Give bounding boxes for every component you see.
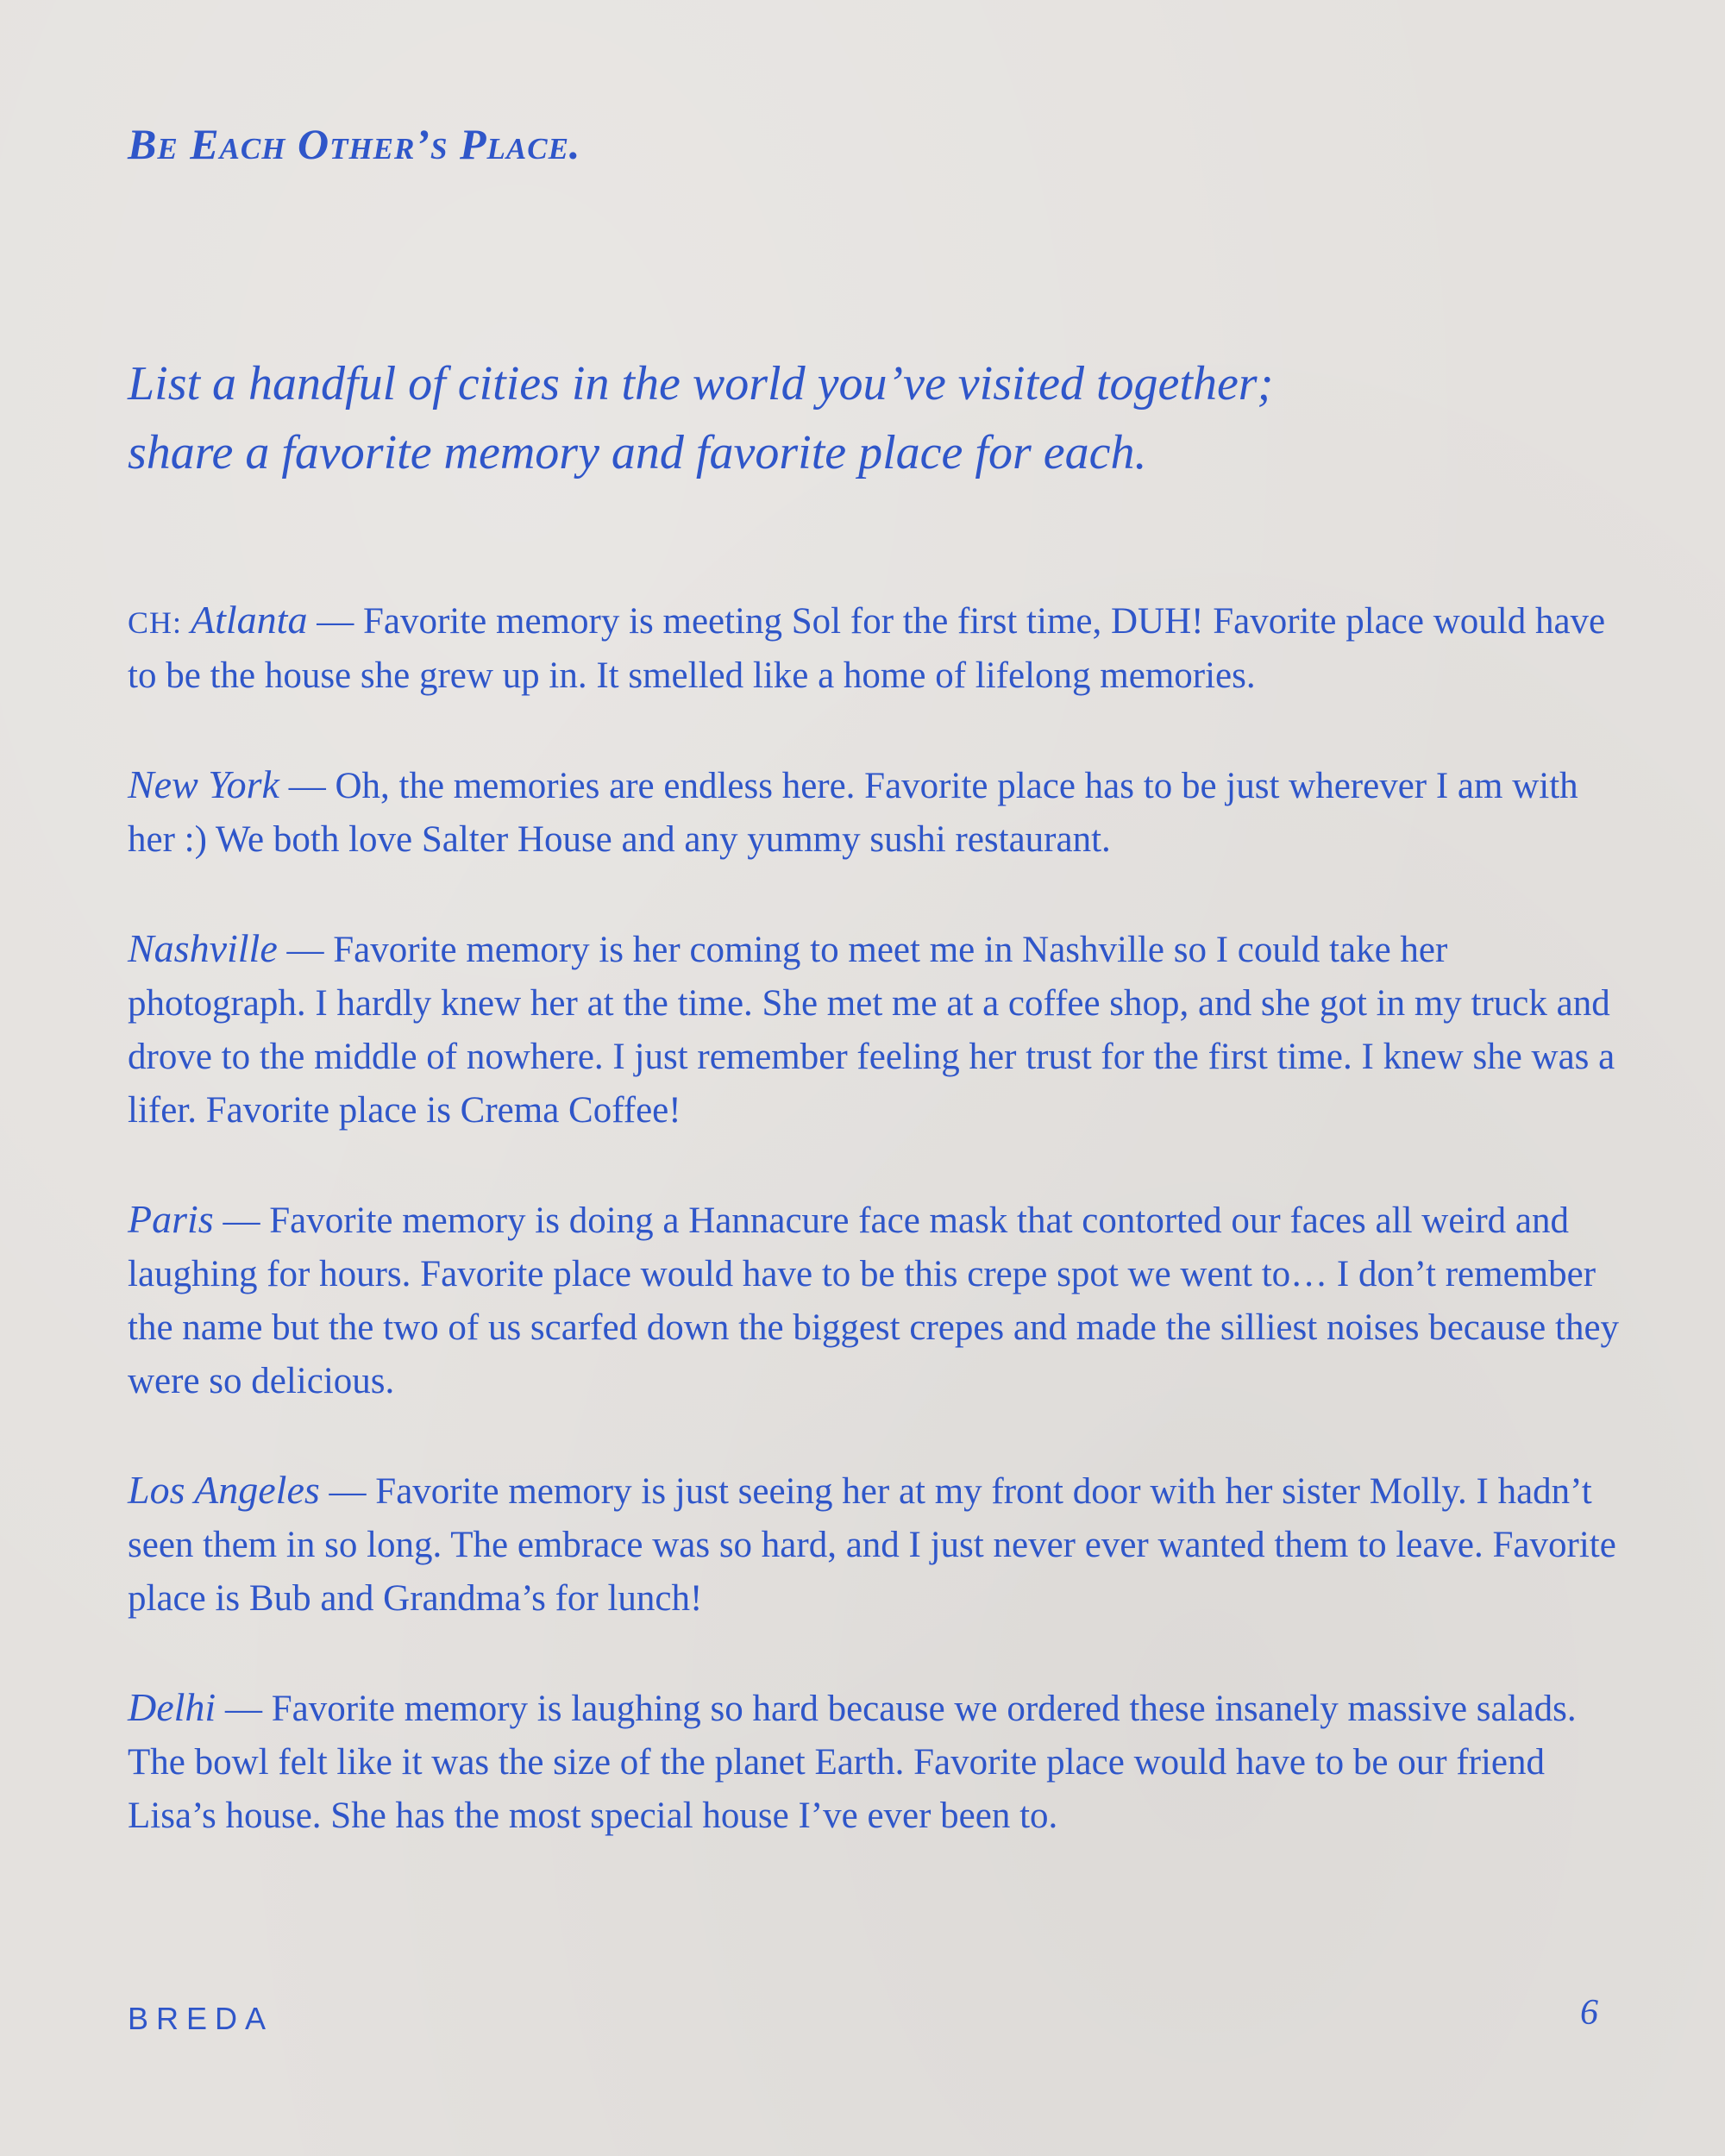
city-name: Atlanta bbox=[191, 598, 308, 642]
page-title: Be Each Other’s Place. bbox=[128, 120, 581, 168]
city-name: Nashville bbox=[128, 926, 278, 970]
prompt bbox=[128, 349, 1637, 487]
city-name: Los Angeles bbox=[128, 1468, 320, 1512]
prompt-line-2: share a favorite memory and favorite place for each. bbox=[128, 426, 1147, 479]
entry-atlanta bbox=[128, 593, 1628, 703]
city-name: Delhi bbox=[128, 1685, 216, 1729]
entry-text: — Favorite memory is just seeing her at my front door with her sister Molly. I hadn’t seen them in so long. The embrace was so hard, and I just never ever wanted them to leave. Favorite place is Bub and Grandma’s for lunch! bbox=[128, 1471, 1616, 1619]
entries-list bbox=[128, 593, 1628, 1898]
entry-delhi bbox=[128, 1681, 1628, 1843]
city-name: New York bbox=[128, 762, 279, 806]
entry-text: — Favorite memory is her coming to meet me in Nashville so I could take her photograph. I hardly knew her at the time. She met me at a coffee shop, and she got in my truck and drove to the middle of nowhere. I just remember feeling her trust for the first time. I knew she was a lifer. Favorite place is Crema Coffee! bbox=[128, 930, 1615, 1131]
entry-text: — Oh, the memories are endless here. Favorite place has to be just wherever I am with her :) We both love Salter House and any yummy sushi restaurant. bbox=[128, 766, 1578, 860]
entry-label: CH: bbox=[128, 605, 183, 640]
entry-text: — Favorite memory is laughing so hard because we ordered these insanely massive salads. The bowl felt like it was the size of the planet Earth. Favorite place would have to be our friend Lisa’s house. She has the most special house I’ve ever been to. bbox=[128, 1689, 1577, 1836]
entry-nashville bbox=[128, 922, 1628, 1138]
entry-text: — Favorite memory is meeting Sol for the first time, DUH! Favorite place would have to be the house she grew up in. It smelled like a home of lifelong memories. bbox=[128, 601, 1606, 696]
footer-brand: BREDA bbox=[128, 2001, 274, 2036]
entry-los-angeles bbox=[128, 1463, 1628, 1626]
entry-new-york bbox=[128, 758, 1628, 867]
city-name: Paris bbox=[128, 1197, 214, 1241]
page-number: 6 bbox=[1580, 1993, 1598, 2033]
prompt-line-1: List a handful of cities in the world you’ve visited together; bbox=[128, 357, 1274, 411]
entry-paris bbox=[128, 1193, 1628, 1408]
entry-text: — Favorite memory is doing a Hannacure face mask that contorted our faces all weird and laughing for hours. Favorite place would have to be this crepe spot we went to… I don’t remember the name but the two of us scarfed down the biggest crepes and made the silliest noises because they were so delicious. bbox=[128, 1200, 1620, 1401]
